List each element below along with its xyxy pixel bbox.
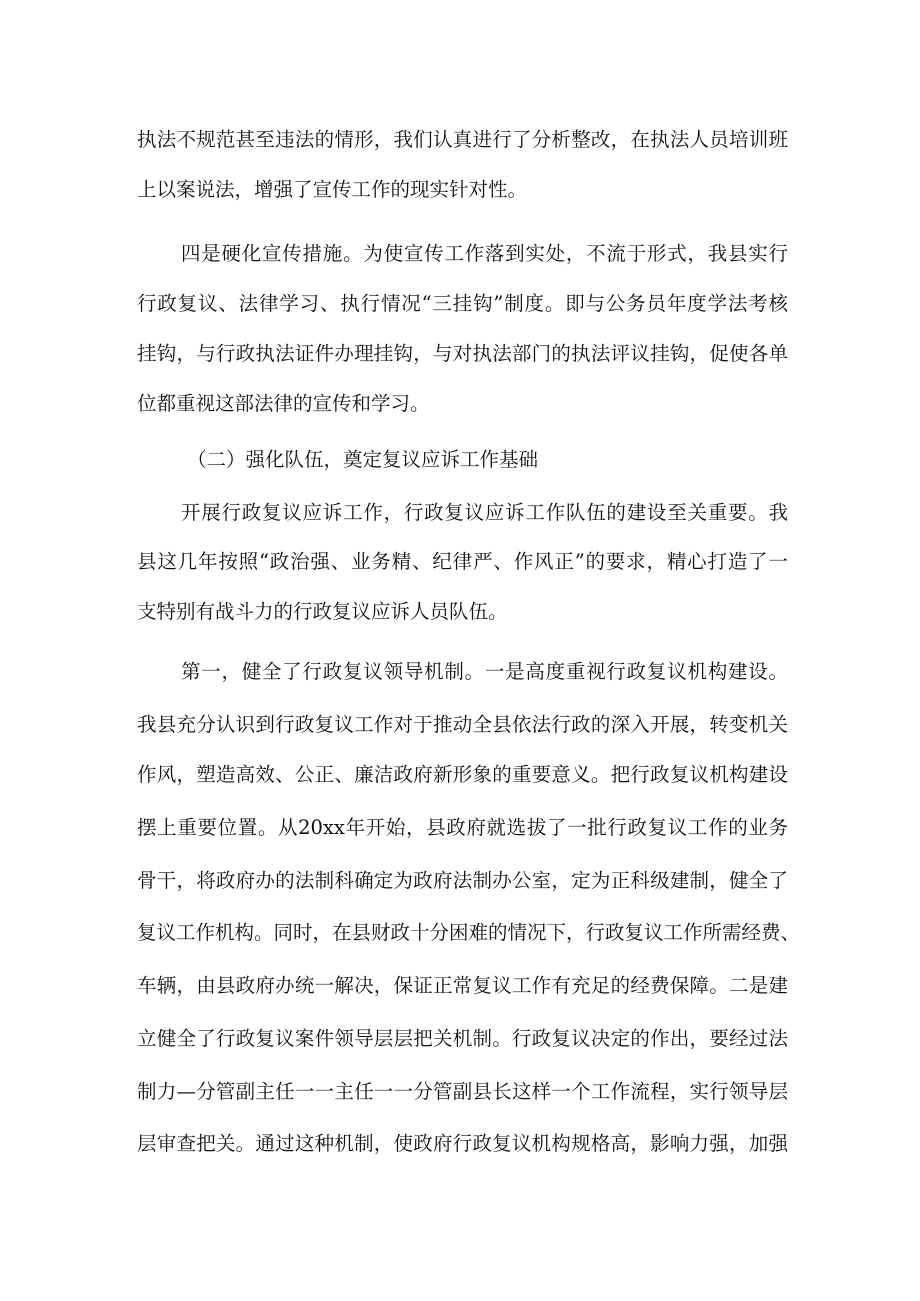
body-text-line: 县这几年按照“政治强、业务精、纪律严、作风正”的要求，精心打造了一 bbox=[137, 550, 788, 573]
body-text-line: 骨干，将政府办的法制科确定为政府法制办公室，定为正科级建制，健全了 bbox=[137, 869, 788, 892]
section-heading: （二）强化队伍，奠定复议应诉工作基础 bbox=[187, 448, 539, 471]
body-text-line: 挂钩，与行政执法证件办理挂钩，与对执法部门的执法评议挂钩，促使各单 bbox=[137, 342, 788, 365]
body-text-line: 第一，健全了行政复议领导机制。一是高度重视行政复议机构建设。 bbox=[181, 660, 788, 683]
body-text-line: 支特别有战斗力的行政复议应诉人员队伍。 bbox=[137, 600, 508, 623]
body-text-line: 开展行政复议应诉工作，行政复议应诉工作队伍的建设至关重要。我 bbox=[181, 501, 788, 524]
body-text-line: 位都重视这部法律的宣传和学习。 bbox=[137, 392, 430, 415]
body-text-line: 车辆，由县政府办统一解决，保证正常复议工作有充足的经费保障。二是建 bbox=[137, 974, 788, 997]
body-text-line: 四是硬化宣传措施。为使宣传工作落到实处，不流于形式，我县实行 bbox=[181, 242, 788, 265]
body-text-line: 上以案说法，增强了宣传工作的现实针对性。 bbox=[137, 178, 528, 201]
body-text-line: 执法不规范甚至违法的情形，我们认真进行了分析整改，在执法人员培训班 bbox=[137, 128, 788, 151]
body-text-line: 我县充分认识到行政复议工作对于推动全县依法行政的深入开展，转变机关 bbox=[137, 713, 788, 736]
body-text-line: 作风，塑造高效、公正、廉洁政府新形象的重要意义。把行政复议机构建设 bbox=[137, 763, 788, 786]
body-text-line: 立健全了行政复议案件领导层层把关机制。行政复议决定的作出，要经过法 bbox=[137, 1027, 788, 1050]
body-text-line: 行政复议、法律学习、执行情况“三挂钩”制度。即与公务员年度学法考核 bbox=[137, 292, 788, 315]
body-text-line: 复议工作机构。同时，在县财政十分困难的情况下，行政复议工作所需经费、 bbox=[137, 921, 801, 944]
body-text-line: 制力—分管副主任一一主任一一分管副县长这样一个工作流程，实行领导层 bbox=[137, 1080, 788, 1103]
body-text-line: 摆上重要位置。从20xx年开始，县政府就选拔了一批行政复议工作的业务 bbox=[137, 816, 788, 839]
body-text-line: 层审查把关。通过这种机制，使政府行政复议机构规格高，影响力强，加强 bbox=[137, 1132, 788, 1155]
